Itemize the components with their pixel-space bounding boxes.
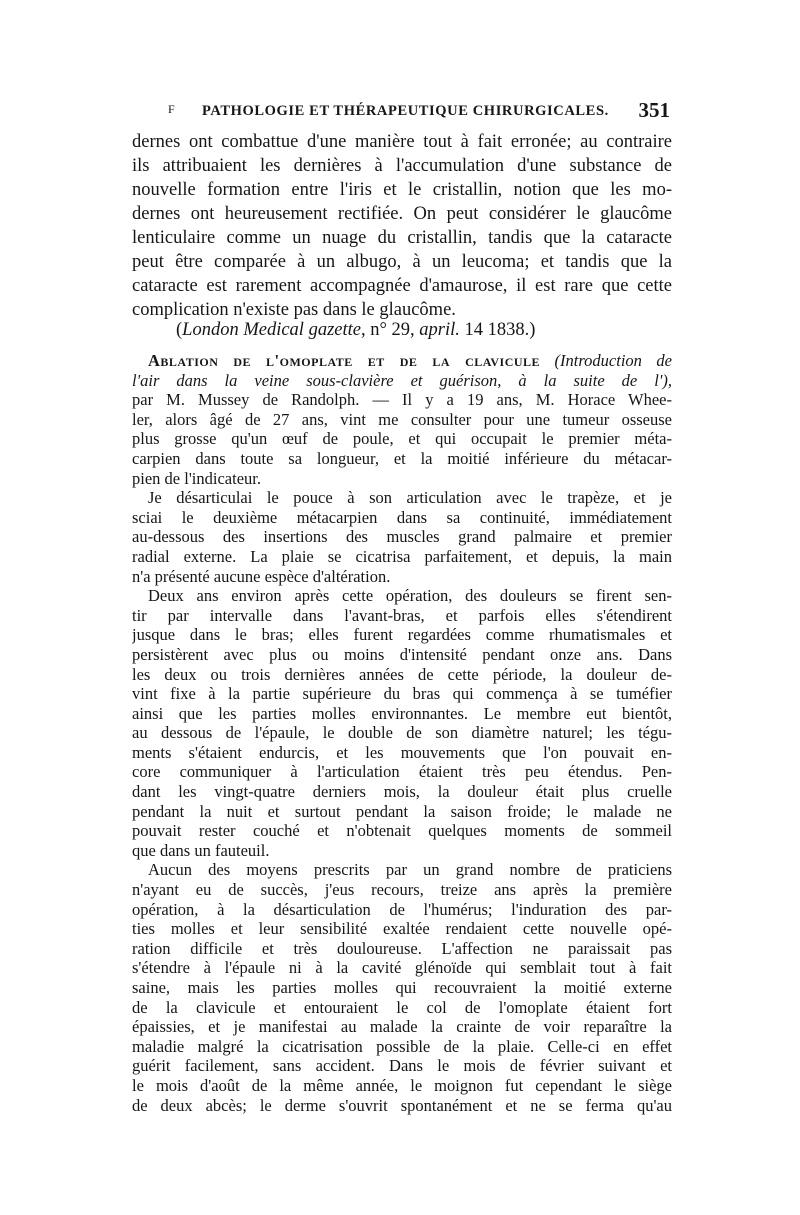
citation-source: London Medical gazette — [182, 320, 361, 340]
running-header — [130, 98, 670, 128]
text-line: ils attribuaient les dernières à l'accumulation d'une substance de — [132, 156, 672, 176]
text-line: dernes ont heureusement rectifiée. On peut considérer le glaucôme — [132, 204, 672, 224]
running-title: PATHOLOGIE ET THÉRAPEUTIQUE CHIRURGICALES. — [202, 103, 609, 119]
text-line: sciai le deuxième métacarpien dans sa continuité, immédiatement — [132, 507, 672, 527]
text-line: pendant la nuit et surtout pendant la saison froide; le malade ne — [132, 801, 672, 821]
text-line: ainsi que les parties molles environnantes. Le membre eut bientôt, — [132, 703, 672, 723]
text-line: tir par intervalle dans l'avant-bras, et parfois elles s'étendirent — [132, 605, 672, 625]
text-line: le mois d'août de la même année, le moignon fut cependant le siège — [132, 1075, 672, 1095]
text-line: au dessous de l'épaule, le double de son diamètre naturel; les tégu- — [132, 723, 672, 743]
text-line: au-dessous des insertions des muscles grand palmaire et premier — [132, 527, 672, 547]
article-title-line — [132, 351, 672, 371]
citation-year: 14 1838.) — [459, 320, 536, 340]
text-line: jusque dans le bras; elles furent regardées comme rhumatismales et — [132, 625, 672, 645]
article-subtitle: (Introduction de — [540, 351, 672, 370]
text-line: que dans un fauteuil. — [132, 840, 270, 860]
text-line: persistèrent avec plus ou moins d'intensité pendant onze ans. Dans — [132, 644, 672, 664]
text-line: s'étendre à l'épaule ni à la cavité glénoïde qui semblait tout à fait — [132, 958, 672, 978]
article-title: Ablation de l'omoplate et de la clavicule — [148, 351, 541, 370]
text-line: Aucun des moyens prescrits par un grand nombre de praticiens — [148, 860, 672, 880]
printer-mark: F — [168, 102, 175, 116]
text-line: pien de l'indicateur. — [132, 468, 261, 488]
text-line: n'a présenté aucune espèce d'altération. — [132, 566, 391, 586]
text-line: de la clavicule et entouraient le col de l'omoplate étaient fort — [132, 997, 672, 1017]
text-line: peut être comparée à un albugo, à un leucoma; et tandis que la — [132, 252, 672, 272]
text-line: plus grosse qu'un œuf de poule, et qui occupait le premier méta- — [132, 429, 672, 449]
text-line: ration difficile et très douloureuse. L'affection ne paraissait pas — [132, 938, 672, 958]
text-line: dant les vingt-quatre derniers mois, la douleur était plus cruelle — [132, 782, 672, 802]
text-line: carpien dans toute sa longueur, et la moitié inférieure du métacar- — [132, 448, 672, 468]
text-line: opération, à la désarticulation de l'humérus; l'induration des par- — [132, 899, 672, 919]
citation-number: , n° 29, — [360, 320, 420, 340]
text-line: guérit facilement, sans accident. Dans le mois de février suivant et — [132, 1056, 672, 1076]
article-ablation — [132, 351, 672, 1115]
citation — [176, 318, 535, 342]
text-line: lenticulaire comme un nuage du cristallin, tandis que la cataracte — [132, 228, 672, 248]
text-line: pouvait rester couché et n'obtenait quelques moments de sommeil — [132, 821, 672, 841]
page-number: 351 — [638, 98, 670, 122]
text-line: de deux abcès; le derme s'ouvrit spontanément et ne se ferma qu'au — [132, 1095, 672, 1115]
text-line: nouvelle formation entre l'iris et le cristallin, notion que les mo- — [132, 180, 672, 200]
citation-month: april. — [419, 320, 460, 340]
text-line: vint fixe à la partie supérieure du bras qui commença à se tuméfier — [132, 684, 672, 704]
text-line: par M. Mussey de Randolph. — Il y a 19 ans, M. Horace Whee- — [132, 390, 672, 410]
text-line: complication n'existe pas dans le glaucôme. — [132, 300, 456, 320]
text-line: Deux ans environ après cette opération, des douleurs se firent sen- — [148, 586, 672, 606]
text-line: saine, mais les parties molles qui recouvraient la moitié externe — [132, 978, 672, 997]
text-line: ler, alors âgé de 27 ans, vint me consulter pour une tumeur osseuse — [132, 409, 672, 429]
paragraph-glaucoma — [132, 130, 672, 322]
text-line: core communiquer à l'articulation étaient très peu étendus. Pen- — [132, 762, 672, 782]
text-line: Je désarticulai le pouce à son articulation avec le trapèze, et je — [148, 488, 672, 508]
text-line: épaissies, et je manifestai au malade la crainte de voir reparaître la — [132, 1017, 672, 1037]
text-line: les deux ou trois dernières années de cette période, la douleur de- — [132, 664, 672, 684]
text-line: n'ayant eu de succès, j'eus recours, treize ans après la première — [132, 880, 672, 900]
text-line: dernes ont combattue d'une manière tout à fait erronée; au contraire — [132, 132, 672, 152]
text-line: ties molles et leur sensibilité exaltée rendaient cette nouvelle opé- — [132, 919, 672, 939]
text-line: l'air dans la veine sous-clavière et guérison, à la suite de l'), — [132, 370, 672, 390]
text-line: cataracte est rarement accompagnée d'amaurose, il est rare que cette — [132, 276, 672, 296]
citation-open: ( — [176, 320, 183, 340]
text-line: radial externe. La plaie se cicatrisa parfaitement, et depuis, la main — [132, 546, 672, 566]
text-line: ments s'étaient endurcis, et les mouvements que l'on pouvait en- — [132, 742, 672, 762]
text-line: maladie malgré la cicatrisation possible de la plaie. Celle-ci en effet — [132, 1036, 672, 1056]
